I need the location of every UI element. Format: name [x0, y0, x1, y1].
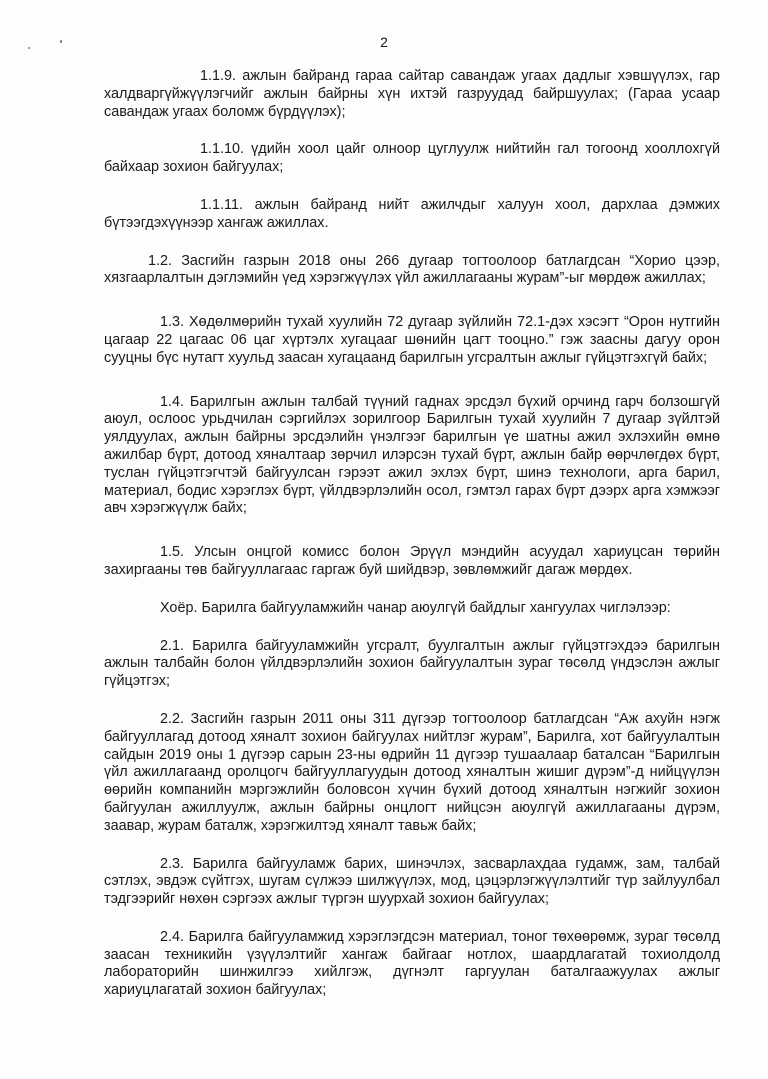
paragraph-1-3: 1.3. Хөдөлмөрийн тухай хуулийн 72 дугаар зүйлийн 72.1-дэх хэсэгт “Орон нутгийн цагаар 22 цагаас 06 цаг хүртэлх хугацааг шөнийн цагт тооцно.” гэж заасны дагуу орон сууцны бүс нутагт хуульд заасан хугацаанд барилгын угсралтын ажлыг гүйцэтгэхгүй байх;: [104, 314, 720, 366]
paragraph-1-2: 1.2. Засгийн газрын 2018 оны 266 дугаар тогтоолоор батлагдсан “Хорио цээр, хязгаарлалтын дэглэмийн үед хэрэгжүүлэх үйл ажиллагааны журам”-ыг мөрдөж ажиллах;: [104, 252, 720, 287]
document-body: [104, 68, 720, 1000]
paragraph-1-1-9: 1.1.9. ажлын байранд гараа сайтар савандаж угаах дадлыг хэвшүүлэх, гар халдваргүйжүүлэгчийг ажлын байрны хүн ихтэй газруудад байршуулах; (Гараа усаар савандаж угаах боломж бүрдүүлэх);: [104, 68, 720, 120]
scan-speck: [28, 47, 30, 49]
paragraph-2-4: 2.4. Барилга байгууламжид хэрэглэгдсэн материал, тоног төхөөрөмж, зураг төсөлд заасан техникийн үзүүлэлтийг хангаж байгааг нотлох, шаардлагатай тохиолдолд лабораторийн шинжилгээ хийлгэж, дүгнэлт гаргуулан баталгаажуулах ажлыг хариуцлагатай зохион байгуулах;: [104, 928, 720, 999]
paragraph-1-1-11: 1.1.11. ажлын байранд нийт ажилчдыг халуун хоол, дархлаа дэмжих бүтээгдэхүүнээр хангаж ажиллах.: [104, 196, 720, 231]
paragraph-2-3: 2.3. Барилга байгууламж барих, шинэчлэх, засварлахдаа гудамж, зам, талбай сэтлэх, эвдэж сүйтгэх, шугам сүлжээ шилжүүлэх, мод, цэцэрлэгжүүлэлтийг түр зайлуулбал тэдгээрийг нөхөн сэргээх ажлыг түргэн шуурхай зохион байгуулах;: [104, 855, 720, 908]
paragraph-2-1: 2.1. Барилга байгууламжийн угсралт, буулгалтын ажлыг гүйцэтгэхдээ барилгын ажлын талбайн болон үйлдвэрлэлийн зохион байгуулалтын зураг төсөлд үндэслэн ажлыг гүйцэтгэх;: [104, 637, 720, 690]
paragraph-1-1-10: 1.1.10. үдийн хоол цайг олноор цуглуулж нийтийн гал тогоонд хооллохгүй байхаар зохион байгуулах;: [104, 141, 720, 176]
section-heading-2: Хоёр. Барилга байгууламжийн чанар аюулгүй байдлыг хангуулах чиглэлээр:: [160, 599, 671, 616]
paragraph-2-2: 2.2. Засгийн газрын 2011 оны 311 дүгээр тогтоолоор батлагдсан “Аж ахуйн нэгж байгууллагад дотоод хяналт зохион байгуулах нийтлэг журам”, Барилга, хот байгуулалтын сайдын 2019 оны 1 дүгээр сарын 23-ны өдрийн 11 дүгээр тушаалаар баталсан “Барилгын үйл ажиллагаанд оролцогч байгууллагуудын дотоод хяналтын жишиг дүрэм”-д нийцүүлэн өөрийн компанийн мэргэжлийн боловсон хүчин бүхий дотоод хяналтын нэгжийг зохион байгуулан ажиллуулж, ажлын байрны онцлогт нийцсэн аюулгүй ажиллагааны дүрэм, заавар, журам баталж, хэрэгжилтэд хяналт тавьж байх;: [104, 710, 720, 834]
page-number: 2: [380, 34, 388, 50]
paragraph-1-5: 1.5. Улсын онцгой комисс болон Эрүүл мэндийн асуудал хариуцсан төрийн захиргааны төв байгууллагаас гаргаж буй шийдвэр, зөвлөмжийг дагаж мөрдөх.: [104, 544, 720, 578]
scan-speck: [60, 40, 62, 43]
paragraph-1-4: 1.4. Барилгын ажлын талбай түүний гаднах эрсдэл бүхий орчинд гарч болзошгүй аюул, ослоос урьдчилан сэргийлэх зорилгоор Барилгын тухай хуулийн 7 дугаар зүйлтэй уялдуулах, ажлын байрны эрсдэлийн үнэлгээг барилгын үе шатны ажил эхлэхийн өмнө ажилбар бүрт, дотоод хяналтаар зөрчил илэрсэн тухай бүрт, ажлын байр өөрчлөгдөх бүрт, туслан гүйцэтгэгчтэй байгуулсан гэрээт ажил эхлэх бүрт, шинэ технологи, арга барил, материал, бодис хэрэглэх бүрт, үйлдвэрлэлийн осол, гэмтэл гарах бүрт дээрх арга хэмжээг авч хэрэгжүүлж байх;: [104, 393, 720, 517]
